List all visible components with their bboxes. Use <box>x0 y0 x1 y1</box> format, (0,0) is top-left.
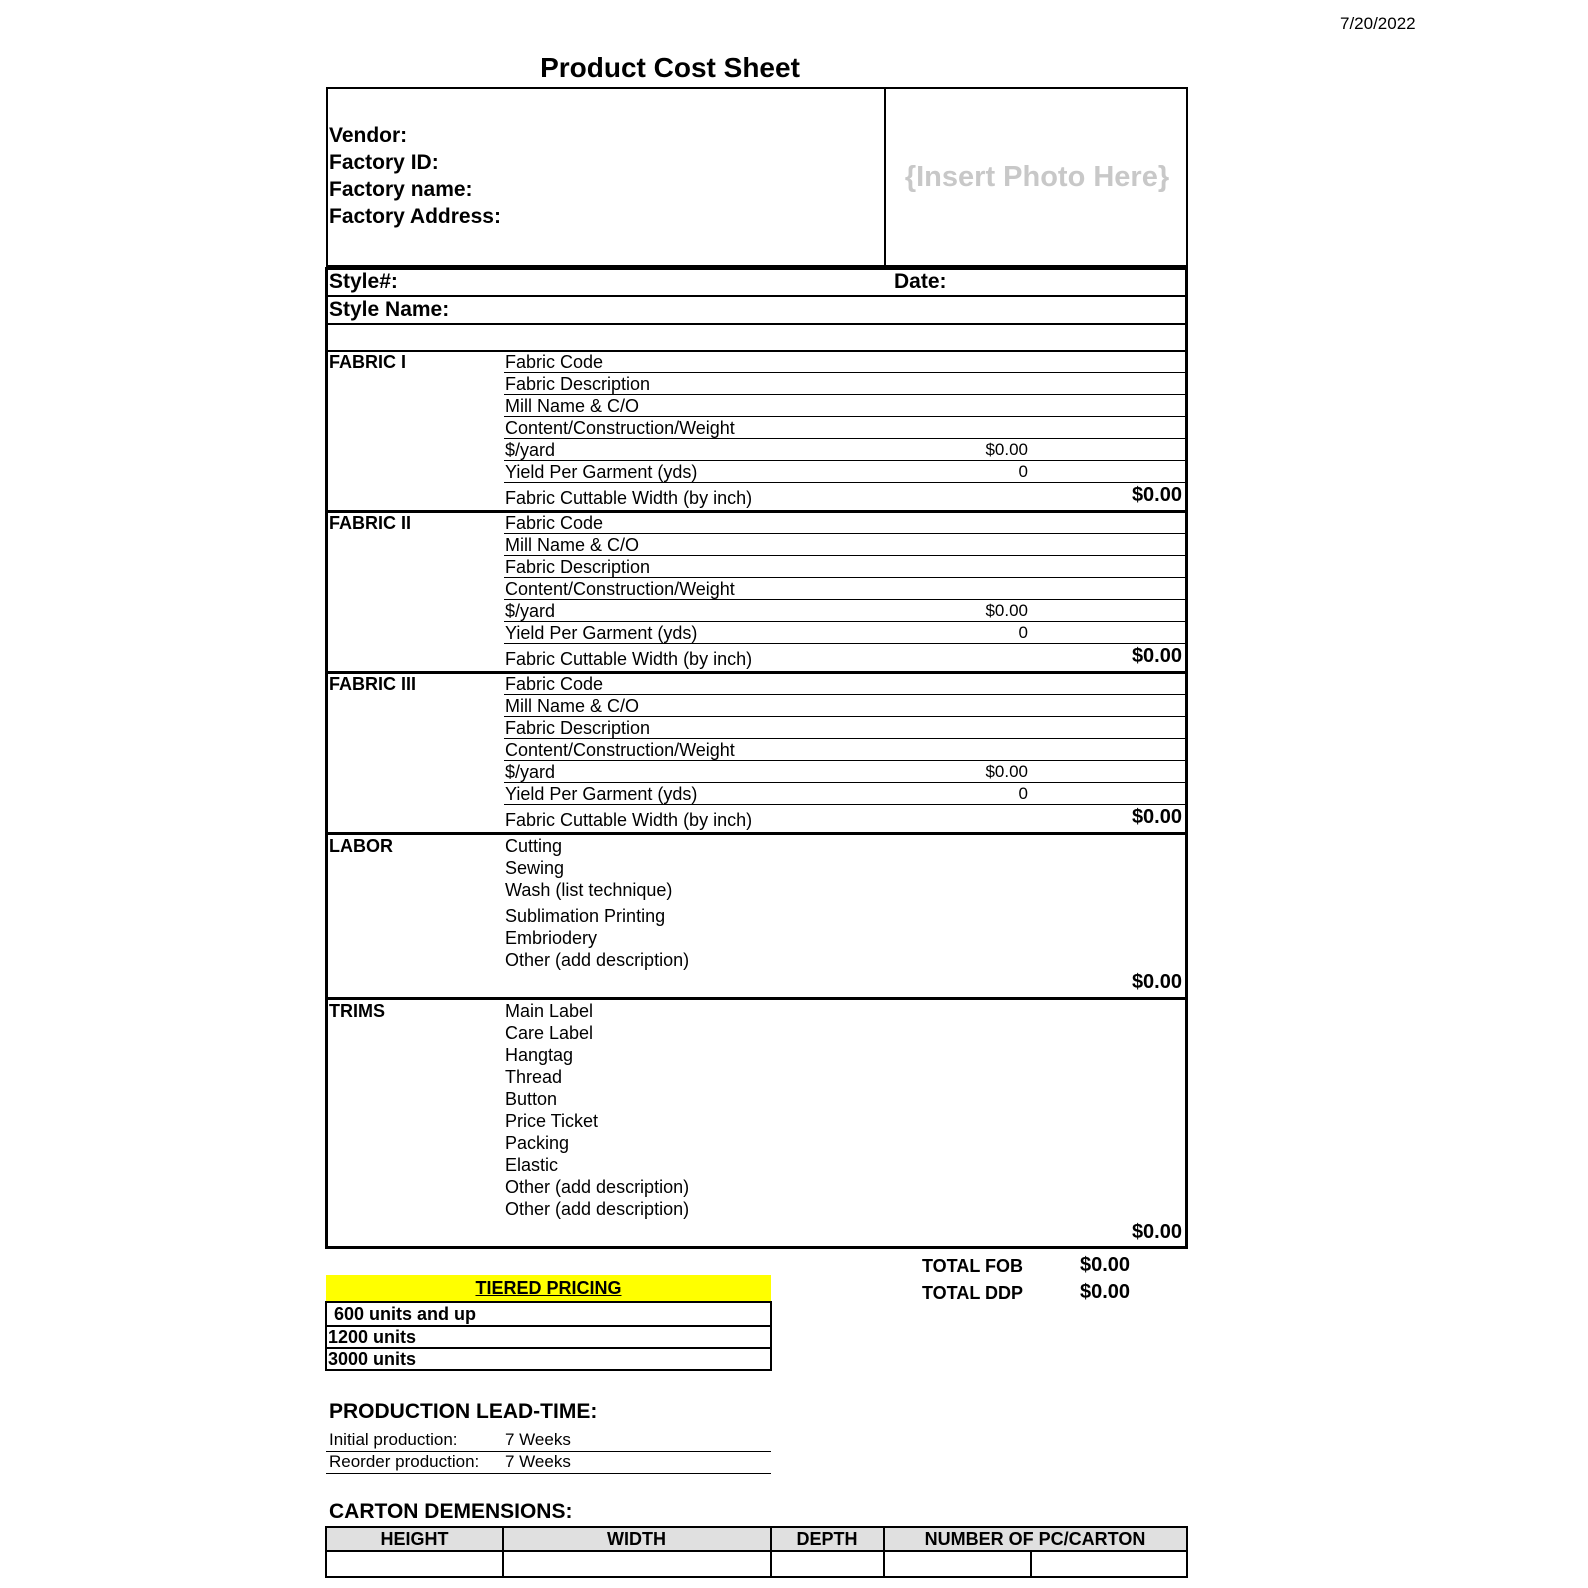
carton-width-header: WIDTH <box>503 1528 770 1550</box>
total-fob-label: TOTAL FOB <box>922 1256 1023 1276</box>
total-ddp-label: TOTAL DDP <box>922 1283 1024 1303</box>
fabric-2-width: Fabric Cuttable Width (by inch) <box>505 649 753 669</box>
row-divider <box>326 350 1186 352</box>
tier-3000: 3000 units <box>328 1349 417 1369</box>
fabric-3-code: Fabric Code <box>505 674 604 694</box>
reorder-production-value[interactable]: 7 Weeks <box>505 1452 571 1471</box>
line <box>504 804 1186 805</box>
labor-cutting: Cutting <box>505 836 563 856</box>
line <box>504 482 1186 483</box>
page-title: Product Cost Sheet <box>540 52 800 83</box>
reorder-production-label: Reorder production: <box>329 1452 480 1471</box>
fabric-3-mill: Mill Name & C/O <box>505 696 640 716</box>
fabric-3-content: Content/Construction/Weight <box>505 740 735 760</box>
trims-subtotal: $0.00 <box>1131 1221 1182 1243</box>
fabric-2-mill: Mill Name & C/O <box>505 535 640 555</box>
vendor-label: Vendor: <box>329 124 408 147</box>
fabric-3-width: Fabric Cuttable Width (by inch) <box>505 810 753 830</box>
style-name-label: Style Name: <box>329 298 450 321</box>
fabric-3-price-value[interactable]: $0.00 <box>985 762 1028 781</box>
fabric-3-description: Fabric Description <box>505 718 651 738</box>
labor-label: LABOR <box>329 836 393 856</box>
labor-wash: Wash (list technique) <box>505 880 673 900</box>
section-divider <box>326 510 1186 513</box>
total-ddp-value: $0.00 <box>1080 1281 1131 1303</box>
tier-600: 600 units and up <box>334 1304 477 1324</box>
trim-care-label: Care Label <box>505 1023 594 1043</box>
fabric-3-label: FABRIC III <box>329 674 417 694</box>
fabric-2-price-label: $/yard <box>505 601 556 621</box>
line <box>1030 1551 1032 1577</box>
carton-height-input[interactable] <box>327 1552 501 1576</box>
fabric-3-price-label: $/yard <box>505 762 556 782</box>
lead-time-heading: PRODUCTION LEAD-TIME: <box>329 1400 598 1423</box>
section-divider <box>326 832 1186 835</box>
fabric-1-description: Fabric Description <box>505 374 651 394</box>
fabric-1-price-label: $/yard <box>505 440 556 460</box>
fabric-1-yield-value[interactable]: 0 <box>1018 462 1028 481</box>
fabric-2-yield-label: Yield Per Garment (yds) <box>505 623 698 643</box>
line <box>504 438 1186 439</box>
trim-main-label: Main Label <box>505 1001 594 1021</box>
section-divider <box>326 671 1186 674</box>
trim-other-1: Other (add description) <box>505 1177 690 1197</box>
fabric-1-content: Content/Construction/Weight <box>505 418 735 438</box>
labor-sublimation: Sublimation Printing <box>505 906 666 926</box>
initial-production-label: Initial production: <box>329 1430 458 1449</box>
carton-width-input[interactable] <box>503 1552 769 1576</box>
trim-other-2: Other (add description) <box>505 1199 690 1219</box>
trim-packing: Packing <box>505 1133 570 1153</box>
style-number-label: Style#: <box>329 270 398 293</box>
labor-subtotal: $0.00 <box>1131 971 1182 993</box>
line <box>504 643 1186 644</box>
labor-other: Other (add description) <box>505 950 690 970</box>
fabric-1-mill: Mill Name & C/O <box>505 396 640 416</box>
fabric-3-subtotal: $0.00 <box>1131 806 1182 828</box>
row-divider <box>326 295 1186 297</box>
row-divider <box>326 323 1186 325</box>
carton-height-header: HEIGHT <box>327 1528 502 1550</box>
fabric-2-label: FABRIC II <box>329 513 412 533</box>
fabric-1-width: Fabric Cuttable Width (by inch) <box>505 488 753 508</box>
trim-price-ticket: Price Ticket <box>505 1111 599 1131</box>
trim-thread: Thread <box>505 1067 563 1087</box>
carton-depth-header: DEPTH <box>771 1528 883 1550</box>
fabric-2-yield-value[interactable]: 0 <box>1018 623 1028 642</box>
fabric-2-description: Fabric Description <box>505 557 651 577</box>
labor-embroidery: Embriodery <box>505 928 598 948</box>
tier-1200: 1200 units <box>328 1327 417 1347</box>
trim-button: Button <box>505 1089 558 1109</box>
line <box>504 599 1186 600</box>
fabric-1-code: Fabric Code <box>505 352 604 372</box>
factory-id-label: Factory ID: <box>329 151 439 174</box>
fabric-3-yield-value[interactable]: 0 <box>1018 784 1028 803</box>
section-divider <box>326 997 1186 1000</box>
line <box>504 760 1186 761</box>
carton-heading: CARTON DEMENSIONS: <box>329 1500 573 1523</box>
total-fob-value: $0.00 <box>1080 1254 1131 1276</box>
fabric-2-subtotal: $0.00 <box>1131 645 1182 667</box>
carton-pcs-header: NUMBER OF PC/CARTON <box>884 1528 1186 1550</box>
fabric-1-subtotal: $0.00 <box>1131 484 1182 506</box>
trim-hangtag: Hangtag <box>505 1045 574 1065</box>
print-date: 7/20/2022 <box>1340 14 1416 33</box>
fabric-2-content: Content/Construction/Weight <box>505 579 735 599</box>
fabric-1-price-value[interactable]: $0.00 <box>985 440 1028 459</box>
initial-production-value[interactable]: 7 Weeks <box>505 1430 571 1449</box>
fabric-2-price-value[interactable]: $0.00 <box>985 601 1028 620</box>
fabric-3-yield-label: Yield Per Garment (yds) <box>505 784 698 804</box>
factory-address-label: Factory Address: <box>329 205 501 228</box>
factory-name-label: Factory name: <box>329 178 473 201</box>
labor-sewing: Sewing <box>505 858 565 878</box>
date-label: Date: <box>894 270 947 293</box>
vendor-labels <box>329 122 501 230</box>
tiered-pricing-heading: TIERED PRICING <box>326 1275 771 1301</box>
line <box>326 1473 771 1474</box>
trims-label: TRIMS <box>329 1001 385 1021</box>
fabric-1-label: FABRIC I <box>329 352 407 372</box>
fabric-1-yield-label: Yield Per Garment (yds) <box>505 462 698 482</box>
carton-depth-input[interactable] <box>771 1552 882 1576</box>
photo-placeholder[interactable]: {Insert Photo Here} <box>904 160 1170 193</box>
trim-elastic: Elastic <box>505 1155 559 1175</box>
fabric-2-code: Fabric Code <box>505 513 604 533</box>
cost-grid <box>325 267 1188 1249</box>
carton-pcs-input[interactable] <box>884 1552 1029 1576</box>
